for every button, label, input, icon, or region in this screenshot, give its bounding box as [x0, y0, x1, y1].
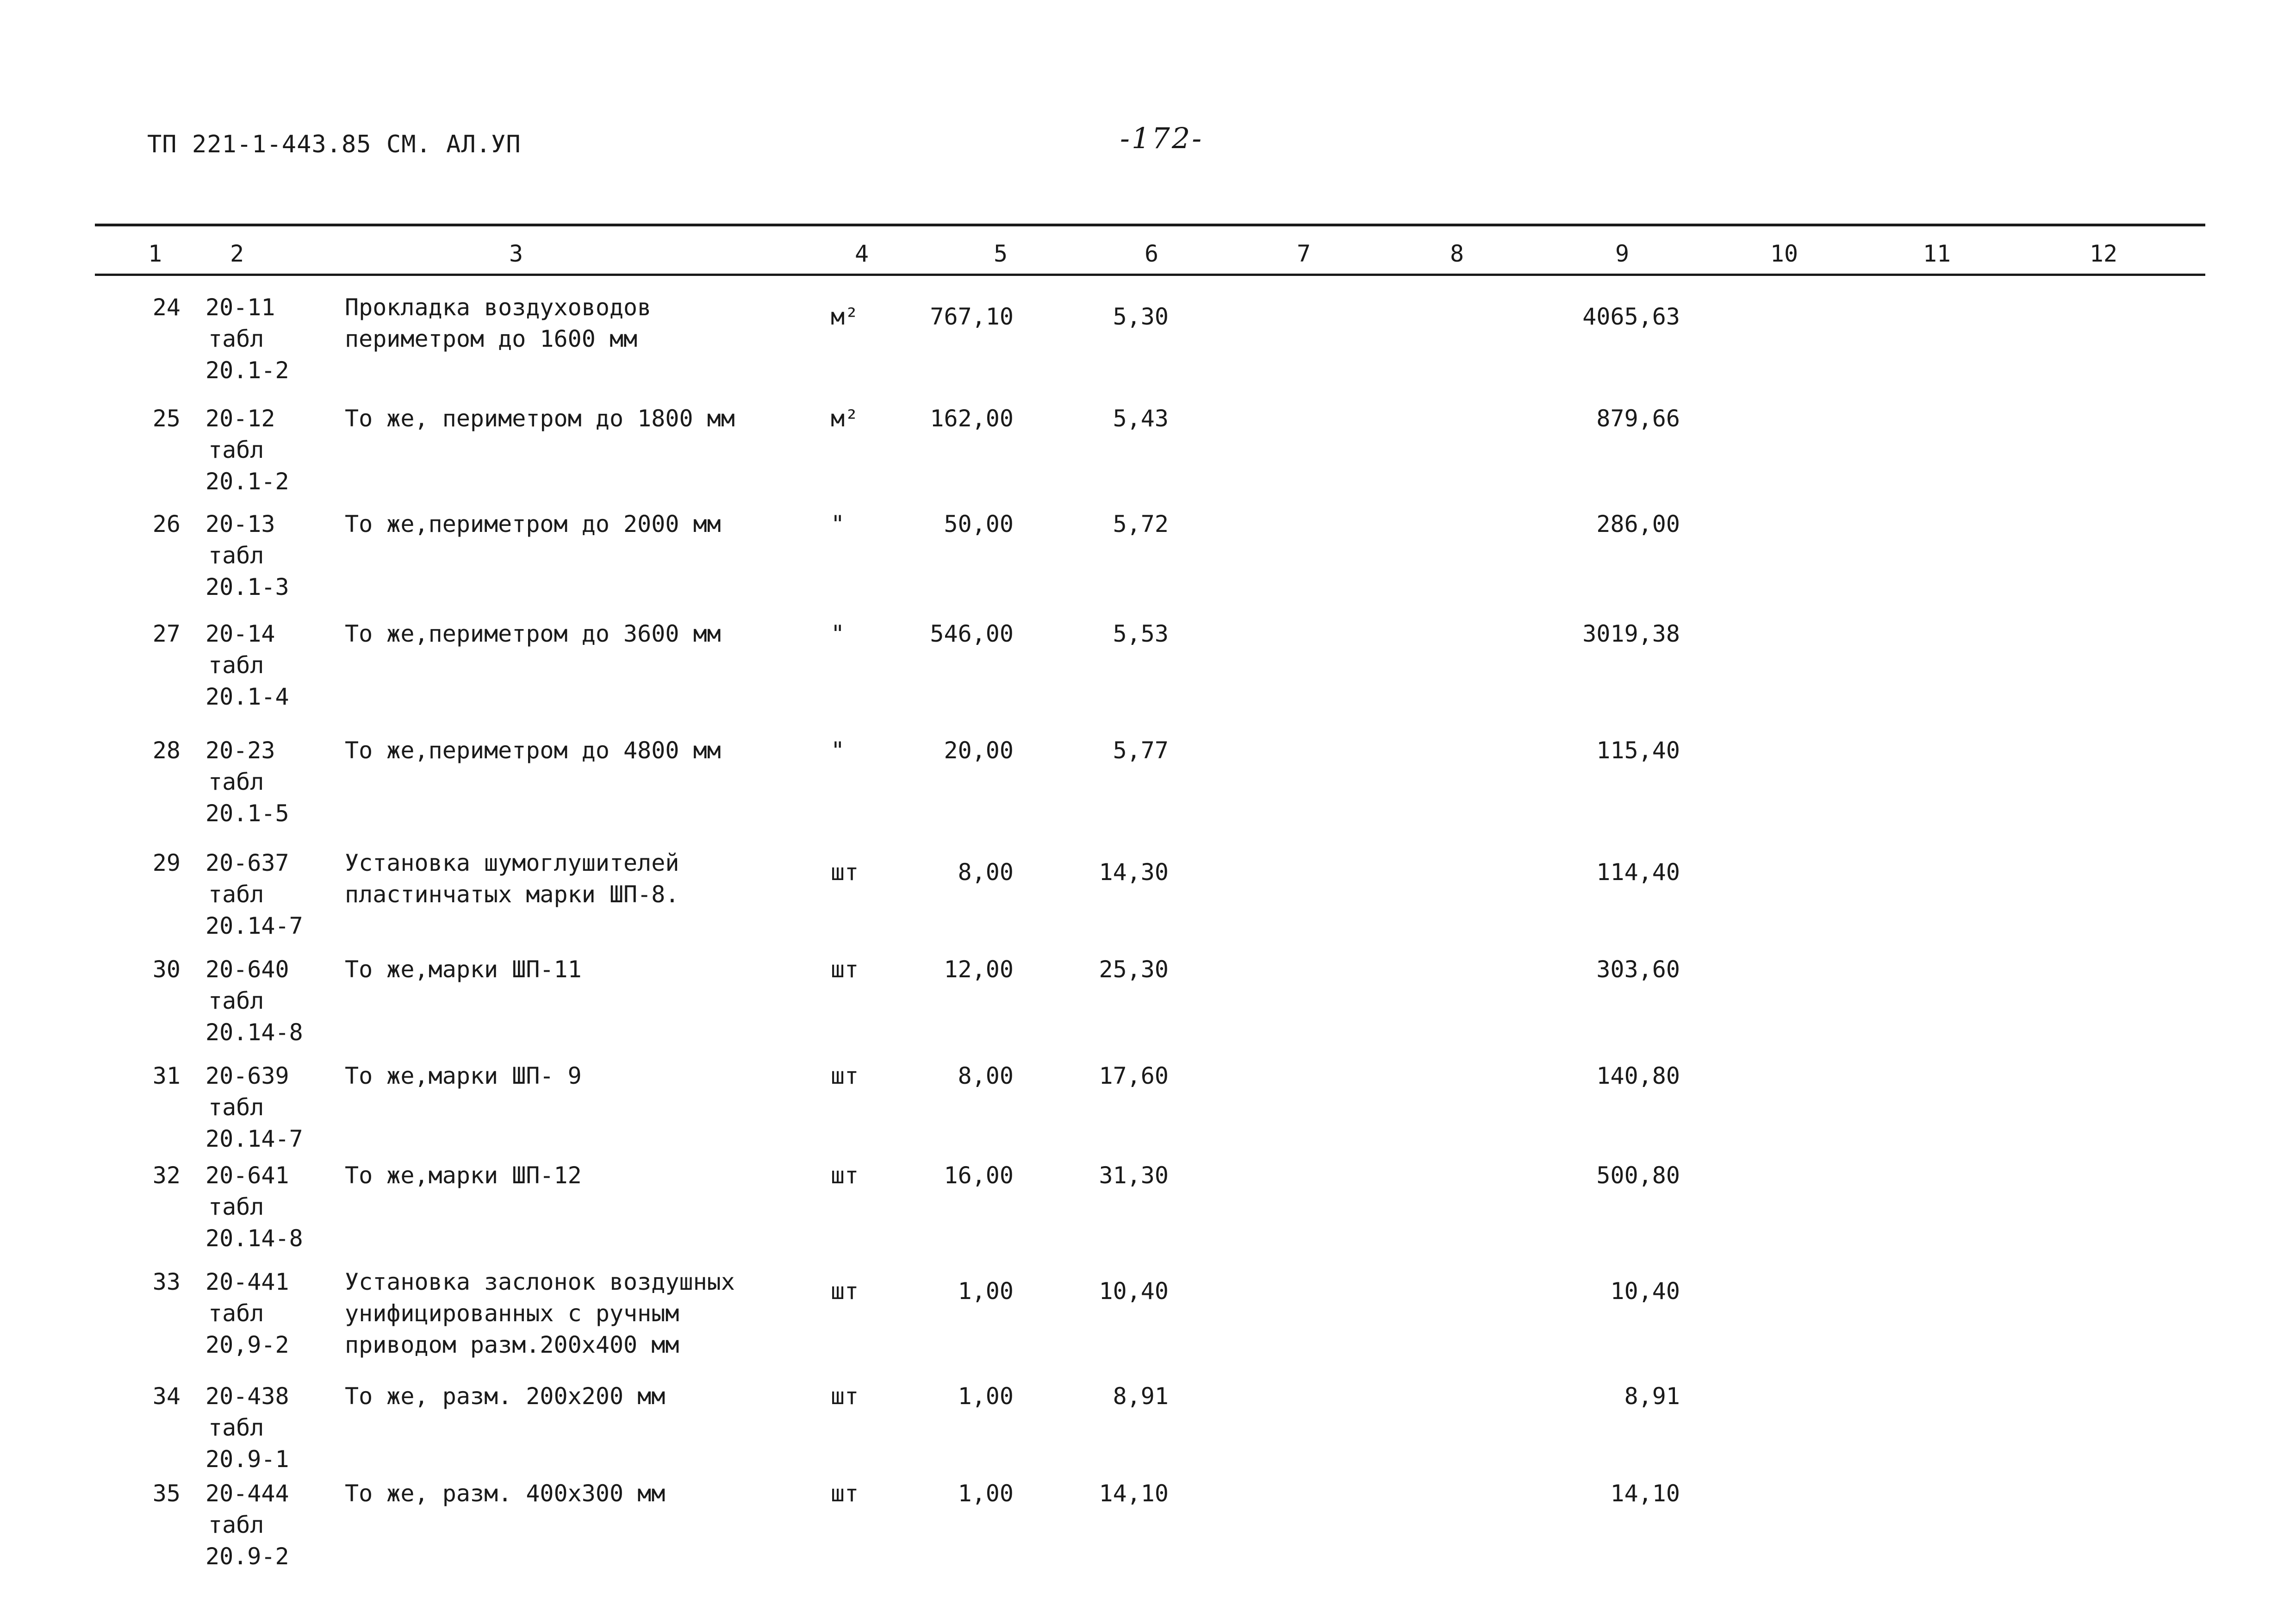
quantity: 162,00 [930, 405, 1014, 432]
norm-code-line: 20.9-1 [205, 1446, 289, 1473]
column-header-5: 5 [993, 240, 1008, 267]
quantity: 16,00 [944, 1162, 1014, 1189]
norm-code-line: табл [208, 1300, 264, 1327]
unit-price: 5,53 [1113, 620, 1169, 647]
norm-code-line: табл [208, 652, 264, 679]
column-header-1: 1 [148, 240, 162, 267]
norm-code-line: 20.1-2 [205, 468, 289, 495]
norm-code-line: табл [208, 325, 264, 352]
total-cost: 140,80 [1596, 1062, 1680, 1089]
row-number: 34 [152, 1383, 180, 1410]
norm-code-line: 20.1-2 [205, 357, 289, 384]
work-description-line: То же,марки ШП- 9 [345, 1062, 582, 1089]
norm-code-line: 20-641 [205, 1162, 289, 1189]
unit-price: 25,30 [1099, 956, 1169, 983]
work-description [345, 1160, 582, 1191]
norm-code-line: 20-639 [205, 1062, 289, 1089]
work-description [345, 508, 721, 540]
work-description-line: То же, периметром до 1800 мм [345, 405, 735, 432]
unit-of-measure: шт [831, 1278, 859, 1305]
norm-code-line: 20-438 [205, 1383, 289, 1410]
norm-code-line: 20.14-8 [205, 1225, 303, 1252]
norm-code-line: 20-637 [205, 849, 289, 876]
work-description [345, 954, 582, 985]
unit-of-measure: " [831, 620, 845, 647]
norm-code-line: 20.1-4 [205, 683, 289, 710]
unit-of-measure: " [831, 511, 845, 537]
norm-code [205, 618, 289, 712]
quantity: 20,00 [944, 737, 1014, 764]
norm-code-line: 20.14-7 [205, 1125, 303, 1152]
work-description [345, 292, 651, 355]
work-description [345, 403, 735, 434]
norm-code-line: табл [208, 1094, 264, 1121]
row-number: 32 [152, 1162, 180, 1189]
work-description-line: То же,периметром до 3600 мм [345, 620, 721, 647]
unit-price: 5,72 [1113, 511, 1169, 537]
norm-code [205, 508, 289, 603]
work-description-line: То же,периметром до 4800 мм [345, 737, 721, 764]
quantity: 50,00 [944, 511, 1014, 537]
column-header-7: 7 [1296, 240, 1311, 267]
norm-code [205, 292, 289, 386]
unit-price: 14,10 [1099, 1480, 1169, 1507]
norm-code-line: 20.14-7 [205, 912, 303, 939]
work-description [345, 618, 721, 650]
unit-of-measure: шт [831, 956, 859, 983]
work-description [345, 1060, 582, 1092]
unit-of-measure: шт [831, 1480, 859, 1507]
total-cost: 500,80 [1596, 1162, 1680, 1189]
row-number: 33 [152, 1268, 180, 1295]
norm-code-line: табл [208, 987, 264, 1014]
document-code: ТП 221-1-443.85 СМ. АЛ.УП [147, 131, 521, 158]
total-cost: 3019,38 [1582, 620, 1680, 647]
work-description-line: То же,марки ШП-11 [345, 956, 582, 983]
norm-code [205, 1266, 289, 1361]
quantity: 1,00 [958, 1480, 1014, 1507]
total-cost: 4065,63 [1582, 303, 1680, 330]
total-cost: 8,91 [1624, 1383, 1680, 1410]
total-cost: 303,60 [1596, 956, 1680, 983]
norm-code-line: табл [208, 1414, 264, 1441]
norm-code-line: 20-12 [205, 405, 275, 432]
norm-code [205, 1160, 303, 1254]
norm-code-line: табл [208, 881, 264, 908]
quantity: 8,00 [958, 1062, 1014, 1089]
norm-code-line: табл [208, 437, 264, 463]
norm-code-line: 20-13 [205, 511, 275, 537]
column-header-3: 3 [509, 240, 523, 267]
norm-code-line: 20.14-8 [205, 1019, 303, 1046]
column-header-6: 6 [1144, 240, 1159, 267]
work-description-line: приводом разм.200х400 мм [345, 1331, 679, 1358]
work-description-line: То же,периметром до 2000 мм [345, 511, 721, 537]
row-number: 30 [152, 956, 180, 983]
norm-code-line: 20-23 [205, 737, 275, 764]
norm-code [205, 735, 289, 829]
unit-of-measure: м² [831, 405, 859, 432]
norm-code [205, 1478, 289, 1572]
row-number: 29 [152, 849, 180, 876]
unit-of-measure: шт [831, 1062, 859, 1089]
unit-price: 17,60 [1099, 1062, 1169, 1089]
norm-code-line: 20.1-5 [205, 800, 289, 827]
row-number: 31 [152, 1062, 180, 1089]
norm-code [205, 403, 289, 497]
norm-code-line: 20-11 [205, 294, 275, 321]
unit-price: 5,77 [1113, 737, 1169, 764]
norm-code-line: 20-14 [205, 620, 275, 647]
unit-of-measure: м² [831, 303, 859, 330]
norm-code-line: табл [208, 542, 264, 569]
total-cost: 286,00 [1596, 511, 1680, 537]
unit-of-measure: шт [831, 1162, 859, 1189]
norm-code-line: табл [208, 1193, 264, 1220]
norm-code [205, 1380, 289, 1475]
table-top-rule [95, 224, 2205, 226]
quantity: 8,00 [958, 859, 1014, 886]
work-description [345, 735, 721, 766]
norm-code-line: 20,9-2 [205, 1331, 289, 1358]
column-header-11: 11 [1923, 240, 1951, 267]
work-description [345, 847, 679, 910]
column-header-2: 2 [230, 240, 244, 267]
work-description-line: пластинчатых марки ШП-8. [345, 881, 679, 908]
unit-price: 14,30 [1099, 859, 1169, 886]
norm-code-line: 20-640 [205, 956, 289, 983]
unit-of-measure: шт [831, 859, 859, 886]
work-description-line: унифицированных с ручным [345, 1300, 679, 1327]
total-cost: 114,40 [1596, 859, 1680, 886]
unit-price: 31,30 [1099, 1162, 1169, 1189]
column-header-12: 12 [2089, 240, 2118, 267]
work-description-line: Установка шумоглушителей [345, 849, 679, 876]
norm-code [205, 954, 303, 1048]
norm-code-line: 20-444 [205, 1480, 289, 1507]
work-description-line: То же, разм. 200х200 мм [345, 1383, 666, 1410]
column-header-9: 9 [1615, 240, 1630, 267]
norm-code-line: табл [208, 1512, 264, 1538]
table-header-rule [95, 274, 2205, 276]
row-number: 24 [152, 294, 180, 321]
work-description [345, 1478, 665, 1509]
unit-of-measure: " [831, 737, 845, 764]
norm-code-line: 20.9-2 [205, 1543, 289, 1570]
unit-of-measure: шт [831, 1383, 859, 1410]
row-number: 35 [152, 1480, 180, 1507]
quantity: 1,00 [958, 1383, 1014, 1410]
row-number: 25 [152, 405, 180, 432]
work-description [345, 1380, 665, 1412]
work-description-line: периметром до 1600 мм [345, 325, 638, 352]
row-number: 27 [152, 620, 180, 647]
quantity: 767,10 [930, 303, 1014, 330]
quantity: 1,00 [958, 1278, 1014, 1305]
work-description-line: Установка заслонок воздушных [345, 1268, 735, 1295]
norm-code-line: 20.1-3 [205, 574, 289, 600]
unit-price: 5,30 [1113, 303, 1169, 330]
column-header-4: 4 [854, 240, 869, 267]
quantity: 12,00 [944, 956, 1014, 983]
work-description-line: То же,марки ШП-12 [345, 1162, 582, 1189]
page-number: -172- [1120, 121, 1204, 155]
norm-code [205, 847, 303, 942]
unit-price: 10,40 [1099, 1278, 1169, 1305]
column-header-8: 8 [1450, 240, 1464, 267]
norm-code-line: 20-441 [205, 1268, 289, 1295]
work-description [345, 1266, 735, 1361]
row-number: 26 [152, 511, 180, 537]
work-description-line: То же, разм. 400х300 мм [345, 1480, 666, 1507]
total-cost: 879,66 [1596, 405, 1680, 432]
total-cost: 14,10 [1610, 1480, 1680, 1507]
work-description-line: Прокладка воздуховодов [345, 294, 652, 321]
total-cost: 115,40 [1596, 737, 1680, 764]
total-cost: 10,40 [1610, 1278, 1680, 1305]
unit-price: 8,91 [1113, 1383, 1169, 1410]
quantity: 546,00 [930, 620, 1014, 647]
unit-price: 5,43 [1113, 405, 1169, 432]
row-number: 28 [152, 737, 180, 764]
column-header-10: 10 [1770, 240, 1798, 267]
norm-code [205, 1060, 303, 1155]
norm-code-line: табл [208, 768, 264, 795]
